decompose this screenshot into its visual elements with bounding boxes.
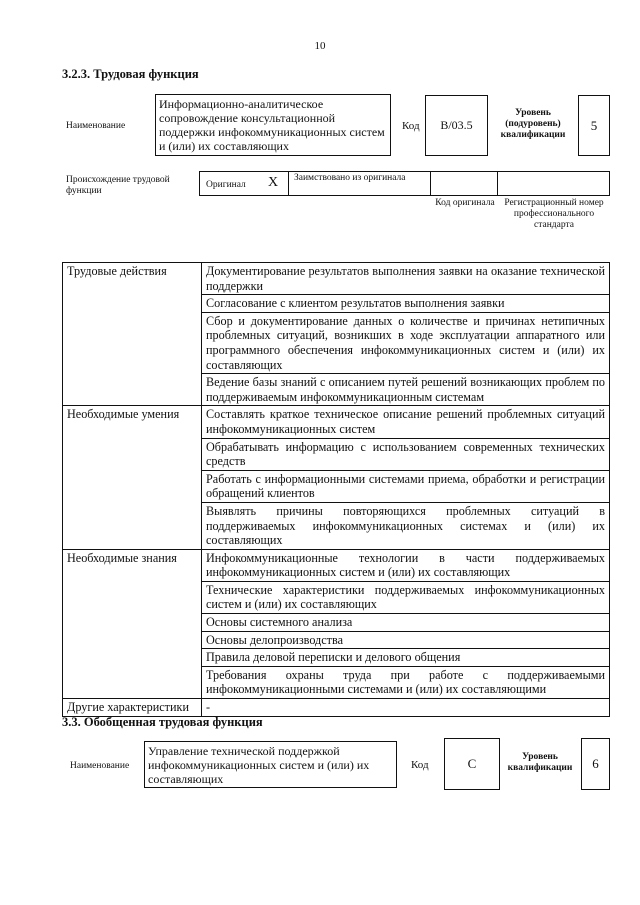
- list-item: Согласование с клиентом результатов выполнения заявки: [202, 295, 610, 313]
- list-item: Обрабатывать информацию с использованием современных технических средств: [202, 438, 610, 470]
- competency-table: [62, 262, 610, 717]
- borrowed-label: Заимствовано из оригинала: [294, 173, 406, 183]
- code-label: Код: [402, 120, 420, 132]
- code-value: B/03.5: [440, 118, 473, 132]
- list-item: Документирование результатов выполнения заявки на оказание технической поддержки: [202, 263, 610, 295]
- table-row: [63, 263, 610, 295]
- function-name-value: Информационно-аналитическое сопровождение консультационной поддержки инфокоммуникационных систем и (или) их составляющих: [159, 97, 385, 153]
- table-row: [63, 549, 610, 581]
- labor-actions-label: Трудовые действия: [63, 263, 202, 406]
- code-original-caption: Код оригинала: [435, 198, 495, 208]
- original-label: Оригинал: [206, 180, 246, 190]
- list-item: Выявлять причины повторяющихся проблемных ситуаций в поддерживаемых инфокоммуникационных системах и (или) их составляющих: [202, 502, 610, 549]
- original-mark: X: [268, 175, 279, 190]
- list-item: Технические характеристики поддерживаемых инфокоммуникационных систем и (или) их составляющих: [202, 581, 610, 613]
- origin-label: Происхождение трудовой функции: [66, 175, 170, 196]
- reg-number-caption: Регистрационный номер профессионального стандарта: [504, 198, 604, 230]
- section-heading-3-2-3: 3.2.3. Трудовая функция: [62, 67, 199, 81]
- list-item: Основы системного анализа: [202, 614, 610, 632]
- level-label: Уровень квалификации: [507, 752, 573, 773]
- level-label: Уровень (подуровень) квалификации: [500, 108, 566, 140]
- divider: [430, 171, 431, 196]
- level-box: [581, 738, 610, 790]
- knowledge-label: Необходимые знания: [63, 549, 202, 698]
- code-box: [444, 738, 500, 790]
- list-item: Требования охраны труда при работе с поддерживаемыми инфокоммуникационными системами и (или) их составляющими: [202, 666, 610, 698]
- name-label: Наименование: [70, 761, 130, 771]
- list-item: Основы делопроизводства: [202, 631, 610, 649]
- section-heading-3-3: 3.3. Обобщенная трудовая функция: [62, 715, 263, 729]
- list-item: Правила деловой переписки и делового общения: [202, 649, 610, 667]
- level-value: 5: [590, 117, 598, 133]
- list-item: Работать с информационными системами приема, обработки и регистрации обращений клиентов: [202, 470, 610, 502]
- list-item: Составлять краткое техническое описание решений проблемных ситуаций инфокоммуникационных систем: [202, 406, 610, 438]
- code-label: Код: [411, 759, 429, 771]
- generalized-function-name-box: [144, 741, 397, 788]
- name-label: Наименование: [66, 121, 126, 131]
- divider: [288, 171, 289, 196]
- code-value: C: [467, 756, 477, 771]
- skills-label: Необходимые умения: [63, 406, 202, 549]
- table-row: [63, 699, 610, 717]
- page-number: 10: [314, 40, 326, 52]
- function-name-box: [155, 94, 391, 156]
- list-item: Сбор и документирование данных о количестве и причинах нетипичных проблемных ситуаций, возникших в ходе эксплуатации аппаратного или программного обеспечения инфокоммуникационных систем и (или) их составляющих: [202, 312, 610, 373]
- other-label: Другие характеристики: [63, 699, 202, 717]
- other-value: -: [202, 699, 610, 717]
- level-box: [578, 95, 610, 156]
- generalized-function-name-value: Управление технической поддержкой инфокоммуникационных систем и (или) их составляющих: [148, 744, 370, 786]
- level-value: 6: [592, 756, 599, 771]
- list-item: Ведение базы знаний с описанием путей решений возникающих проблем по поддерживаемым инфокоммуникационным системам: [202, 374, 610, 406]
- list-item: Инфокоммуникационные технологии в части поддерживаемых инфокоммуникационных систем и (или) их составляющих: [202, 549, 610, 581]
- origin-row: [199, 171, 610, 196]
- divider: [497, 171, 498, 196]
- table-row: [63, 406, 610, 438]
- code-box: [425, 95, 488, 156]
